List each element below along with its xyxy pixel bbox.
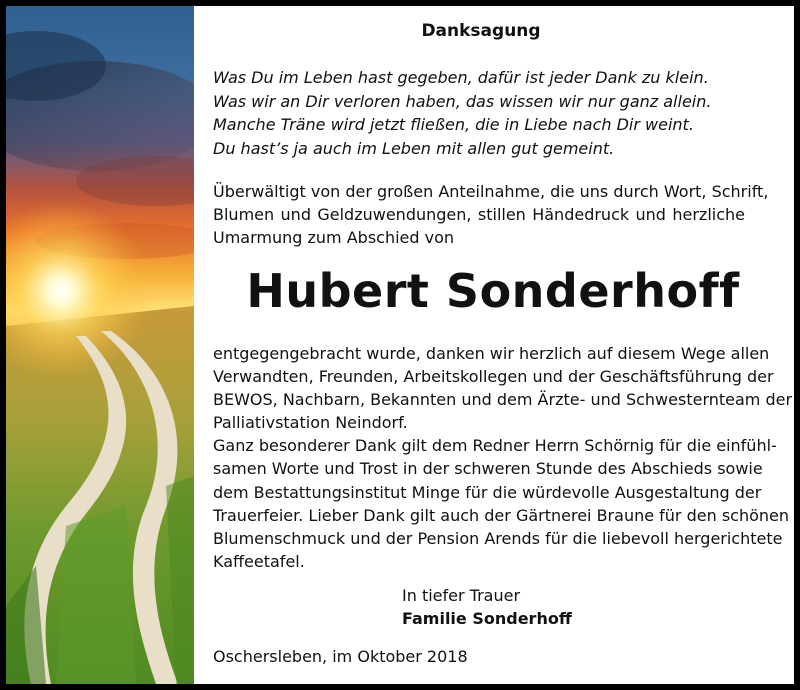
body-line: Ganz besonderer Dank gilt dem Redner Herrn Schörnig für die einfühl- [213,436,777,456]
body-line: Kaffeetafel. [213,551,305,571]
intro-paragraph [213,180,769,249]
obituary-card [6,6,794,684]
family-signature: Familie Sonderhoff [402,609,572,628]
intro-line: Blumen und Geldzuwendungen, stillen Händedruck und herzliche [213,205,745,224]
body-line: Trauerfeier. Lieber Dank gilt auch der Gärtnerei Braune für den schönen [213,505,789,525]
poem-line: Was Du im Leben hast gegeben, dafür ist jeder Dank zu klein. [213,68,709,87]
poem [213,66,773,160]
obituary-text [213,6,793,684]
poem-line: Du hast’s ja auch im Leben mit allen gut gemeint. [213,138,615,158]
heading: Danksagung [421,21,541,41]
poem-line: Was wir an Dir verloren haben, das wissen wir nur ganz allein. [213,91,712,111]
poem-line: Manche Träne wird jetzt fließen, die in Liebe nach Dir weint. [213,115,694,134]
body-line: samen Worte und Trost in der schweren Stunde des Abschieds sowie [213,459,763,479]
intro-line: Umarmung zum Abschied von [213,228,455,247]
deceased-name: Hubert Sonderhoff [246,264,740,318]
closing-line: In tiefer Trauer [402,586,521,605]
body-line: dem Bestattungsinstitut Minge für die würdevolle Ausgestaltung der [213,482,762,502]
thanks-paragraph [213,342,793,573]
place-date: Oschersleben, im Oktober 2018 [213,647,468,666]
body-line: entgegengebracht wurde, danken wir herzlich auf diesem Wege allen [213,344,770,363]
body-line: Blumenschmuck und der Pension Arends für die liebevoll hergerichtete [213,528,783,548]
body-line: BEWOS, Nachbarn, Bekannten und dem Ärzte- und Schwesternteam der [213,390,793,410]
intro-line: Überwältigt von der großen Anteilnahme, die uns durch Wort, Schrift, [213,182,769,201]
sunset-path-image [6,6,194,684]
body-line: Palliativstation Neindorf. [213,413,408,433]
closing [402,584,572,630]
body-line: Verwandten, Freunden, Arbeitskollegen und der Geschäftsführung der [213,367,774,387]
